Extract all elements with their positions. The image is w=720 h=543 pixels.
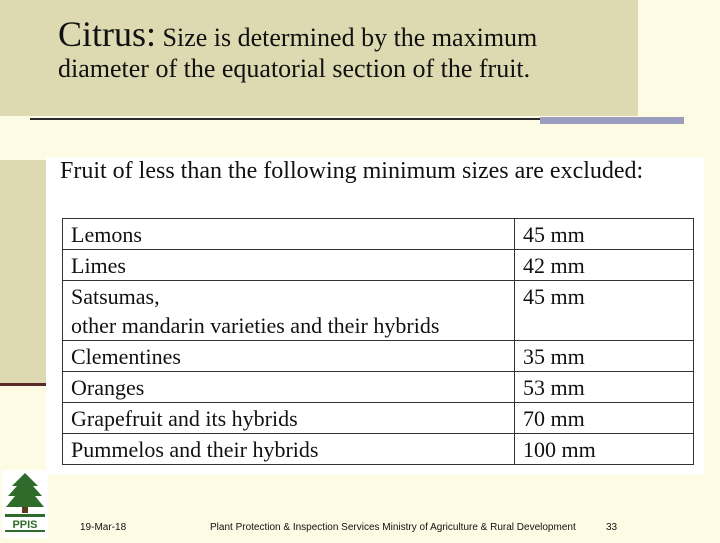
fruit-cell: Clementines (63, 341, 515, 372)
logo-text: PPIS (12, 519, 38, 531)
footer-organization: Plant Protection & Inspection Services Ministry of Agriculture & Rural Development (210, 522, 576, 533)
left-decoration-bar (0, 160, 48, 385)
fruit-cell: Grapefruit and its hybrids (63, 403, 515, 434)
table-row (63, 219, 694, 250)
title-rest: Size is determined by the maximum diameter of the equatorial section of the fruit. (58, 23, 538, 84)
slide-title (58, 14, 628, 83)
ppis-logo (2, 470, 48, 538)
left-decoration-line (0, 383, 48, 386)
fruit-cell: Oranges (63, 372, 515, 403)
size-cell: 35 mm (515, 341, 694, 372)
fruit-cell: Lemons (63, 219, 515, 250)
table-heading: Fruit of less than the following minimum sizes are excluded: (60, 158, 644, 184)
fruit-cell: Limes (63, 250, 515, 281)
title-keyword: Citrus: (58, 14, 157, 54)
fruit-cell (63, 281, 515, 341)
accent-bar (540, 117, 684, 124)
size-cell: 42 mm (515, 250, 694, 281)
table-row (63, 434, 694, 465)
table-row (63, 250, 694, 281)
size-cell: 45 mm (515, 281, 694, 341)
fruit-cell: Pummelos and their hybrids (63, 434, 515, 465)
size-cell: 45 mm (515, 219, 694, 250)
tree-icon (2, 470, 48, 538)
footer-date: 19-Mar-18 (80, 522, 127, 533)
minimum-size-table (62, 218, 694, 465)
table-row (63, 372, 694, 403)
table-row (63, 281, 694, 341)
fruit-line-2: other mandarin varieties and their hybrids (71, 313, 440, 338)
fruit-line-1: Satsumas, (71, 284, 160, 309)
table-row (63, 341, 694, 372)
table-row (63, 403, 694, 434)
size-cell: 100 mm (515, 434, 694, 465)
page-number: 33 (606, 522, 618, 533)
size-cell: 70 mm (515, 403, 694, 434)
size-cell: 53 mm (515, 372, 694, 403)
